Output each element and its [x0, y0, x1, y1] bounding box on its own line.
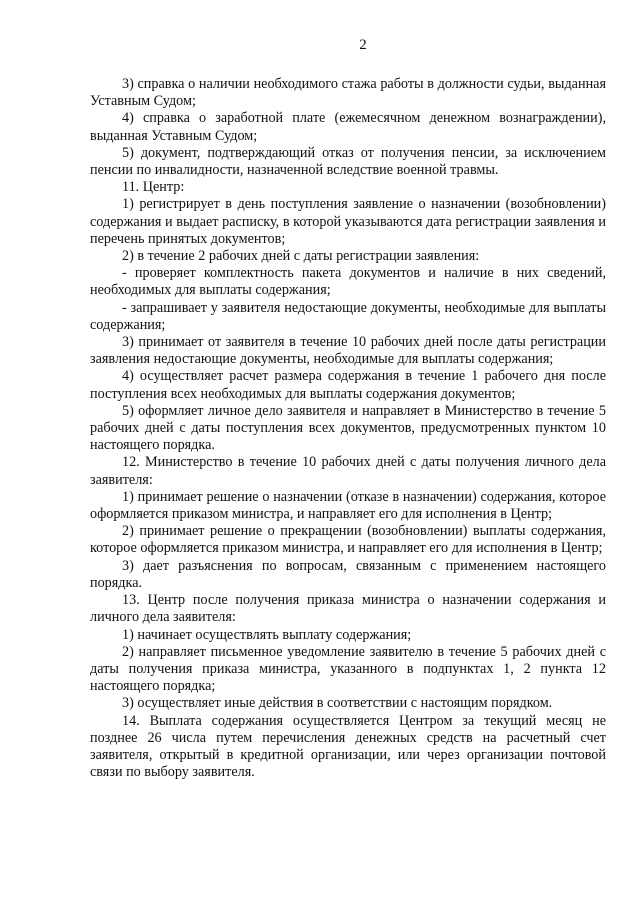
paragraph: 13. Центр после получения приказа министра о назначении содержания и личного дела заявителя: — [90, 592, 606, 626]
paragraph: 1) начинает осуществлять выплату содержания; — [122, 626, 412, 643]
page-number: 2 — [359, 37, 367, 53]
paragraph: 12. Министерство в течение 10 рабочих дней с даты получения личного дела заявителя: — [90, 454, 606, 488]
paragraph: 5) оформляет личное дело заявителя и направляет в Министерство в течение 5 рабочих дней с даты поступления всех документов, предусмотренных пунктом 10 настоящего порядка. — [90, 402, 606, 454]
paragraph: 5) документ, подтверждающий отказ от получения пенсии, за исключением пенсии по инвалидности, назначенной вследствие военной травмы. — [90, 144, 606, 179]
paragraph: 3) принимает от заявителя в течение 10 рабочих дней после даты регистрации заявления недостающие документы, необходимые для выплаты содержания; — [90, 334, 606, 368]
paragraph: 11. Центр: — [122, 179, 185, 196]
document-body — [90, 76, 606, 781]
paragraph: 1) регистрирует в день поступления заявление о назначении (возобновлении) содержания и выдает расписку, в которой указываются дата регистрации заявления и перечень принятых документов; — [90, 196, 606, 247]
paragraph: 14. Выплата содержания осуществляется Центром за текущий месяц не позднее 26 числа путем перечисления денежных средств на расчетный счет заявителя, открытый в кредитной организации, или через организации почтовой связи по выбору заявителя. — [90, 712, 606, 781]
paragraph: 3) осуществляет иные действия в соответствии с настоящим порядком. — [122, 695, 553, 712]
paragraph: 3) дает разъяснения по вопросам, связанным с применением настоящего порядка. — [90, 557, 606, 591]
paragraph: 4) справка о заработной плате (ежемесячном денежном вознаграждении), выданная Уставным Судом; — [90, 110, 606, 144]
paragraph: 1) принимает решение о назначении (отказе в назначении) содержания, которое оформляется приказом министра, и направляет его для исполнения в Центр; — [90, 488, 606, 523]
paragraph: 2) в течение 2 рабочих дней с даты регистрации заявления: — [122, 248, 480, 265]
paragraph: - запрашивает у заявителя недостающие документы, необходимые для выплаты содержания; — [90, 299, 606, 333]
paragraph: 4) осуществляет расчет размера содержания в течение 1 рабочего дня после поступления всех необходимых для выплаты содержания документов; — [90, 368, 606, 402]
paragraph: 2) направляет письменное уведомление заявителю в течение 5 рабочих дней с даты получения приказа министра, указанного в подпунктах 1, 2 пункта 12 настоящего порядка; — [90, 643, 606, 695]
paragraph: 3) справка о наличии необходимого стажа работы в должности судьи, выданная Уставным Судом; — [90, 76, 606, 110]
paragraph: - проверяет комплектность пакета документов и наличие в них сведений, необходимых для выплаты содержания; — [90, 265, 606, 299]
paragraph: 2) принимает решение о прекращении (возобновлении) выплаты содержания, которое оформляется приказом министра, и направляет его для исполнения в Центр; — [90, 523, 606, 557]
